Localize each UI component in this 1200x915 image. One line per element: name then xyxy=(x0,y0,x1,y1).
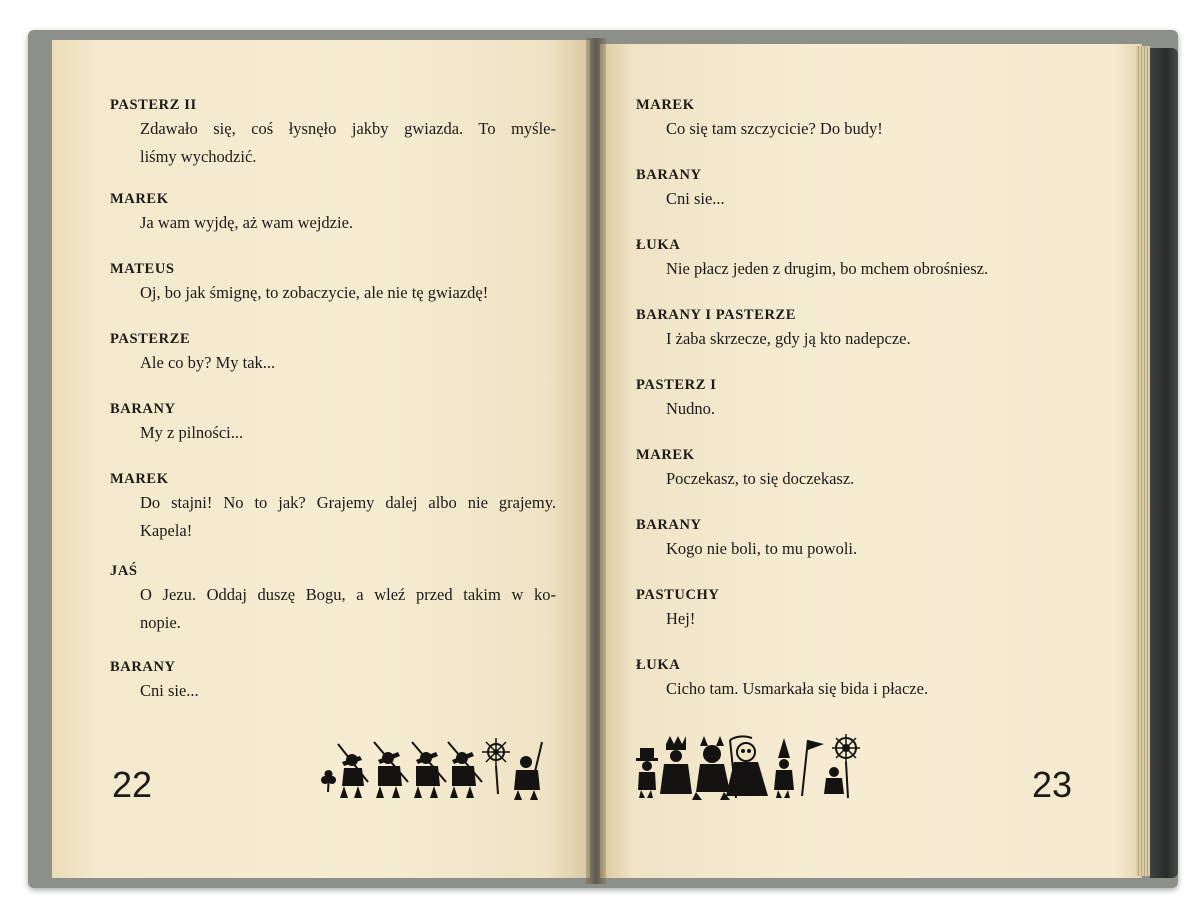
dialogue-line: Kapela! xyxy=(140,521,193,540)
speaker-name: ŁUKA xyxy=(636,657,681,673)
dialogue-entry xyxy=(636,516,1032,562)
book-gutter xyxy=(586,38,606,884)
speaker-name: MAREK xyxy=(636,97,695,113)
speaker-name: PASTERZ I xyxy=(636,377,717,393)
dialogue-entry xyxy=(110,400,556,446)
dialogue-entry xyxy=(110,330,556,376)
dialogue-line: Ja wam wyjdę, aż wam wejdzie. xyxy=(140,213,354,232)
right-procession-illustration xyxy=(636,734,878,802)
book-spine-edge xyxy=(1150,48,1178,878)
dialogue-line: Hej! xyxy=(666,609,696,628)
dialogue-entry xyxy=(110,470,556,544)
dialogue-line: Poczekasz, to się doczekasz. xyxy=(666,469,855,488)
dialogue-line: O Jezu. Oddaj duszę Bogu, a wleź przed takim w ko- xyxy=(140,585,556,604)
speaker-name: BARANY xyxy=(110,401,176,417)
dialogue-line: Nudno. xyxy=(666,399,716,418)
dialogue-line: Kogo nie boli, to mu powoli. xyxy=(666,539,858,558)
speaker-name: MAREK xyxy=(110,191,169,207)
speaker-name: PASTERZ II xyxy=(110,97,197,113)
dialogue-entry xyxy=(636,446,1032,492)
speaker-name: BARANY xyxy=(636,167,702,183)
dialogue-line: Cicho tam. Usmarkała się bida i płacze. xyxy=(666,679,929,698)
dialogue-entry xyxy=(636,306,1032,352)
speaker-name: BARANY I PASTERZE xyxy=(636,307,797,323)
speaker-name: PASTERZE xyxy=(110,331,191,347)
dialogue-line: Oj, bo jak śmignę, to zobaczycie, ale nie tę gwiazdę! xyxy=(140,283,489,302)
speaker-name: MAREK xyxy=(636,447,695,463)
dialogue-line: Do stajni! No to jak? Grajemy dalej albo nie grajemy. xyxy=(140,493,556,512)
page-edges xyxy=(1136,46,1150,876)
dialogue-entry xyxy=(636,96,1032,142)
dialogue-entry xyxy=(636,166,1032,212)
page-number-right: 23 xyxy=(1032,764,1073,805)
dialogue-line: My z pilności... xyxy=(140,423,244,442)
speaker-name: BARANY xyxy=(636,517,702,533)
speaker-name: BARANY xyxy=(110,659,176,675)
speaker-name: MATEUS xyxy=(110,261,175,277)
left-procession-illustration xyxy=(316,736,556,802)
dialogue-entry xyxy=(636,586,1032,632)
dialogue-line: I żaba skrzecze, gdy ją kto nadepcze. xyxy=(666,329,911,348)
dialogue-entry xyxy=(110,658,556,704)
dialogue-entry xyxy=(110,96,556,170)
dialogue-line: Zdawało się, coś łysnęło jakby gwiazda. To myśle- xyxy=(140,119,556,138)
speaker-name: JAŚ xyxy=(110,563,138,579)
dialogue-line: Co się tam szczycicie? Do budy! xyxy=(666,119,883,138)
dialogue-line: Ale co by? My tak... xyxy=(140,353,276,372)
dialogue-entry xyxy=(636,236,1032,282)
dialogue-line: nopie. xyxy=(140,613,181,632)
dialogue-entry xyxy=(110,260,556,306)
page-number-left: 22 xyxy=(112,764,153,805)
speaker-name: ŁUKA xyxy=(636,237,681,253)
dialogue-line: Nie płacz jeden z drugim, bo mchem obrośniesz. xyxy=(666,259,989,278)
dialogue-entry xyxy=(110,562,556,636)
speaker-name: PASTUCHY xyxy=(636,587,720,603)
dialogue-entry xyxy=(110,190,556,236)
dialogue-line: liśmy wychodzić. xyxy=(140,147,257,166)
speaker-name: MAREK xyxy=(110,471,169,487)
dialogue-line: Cni sie... xyxy=(666,189,725,208)
dialogue-entry xyxy=(636,376,1032,422)
dialogue-line: Cni sie... xyxy=(140,681,199,700)
dialogue-entry xyxy=(636,656,1032,702)
